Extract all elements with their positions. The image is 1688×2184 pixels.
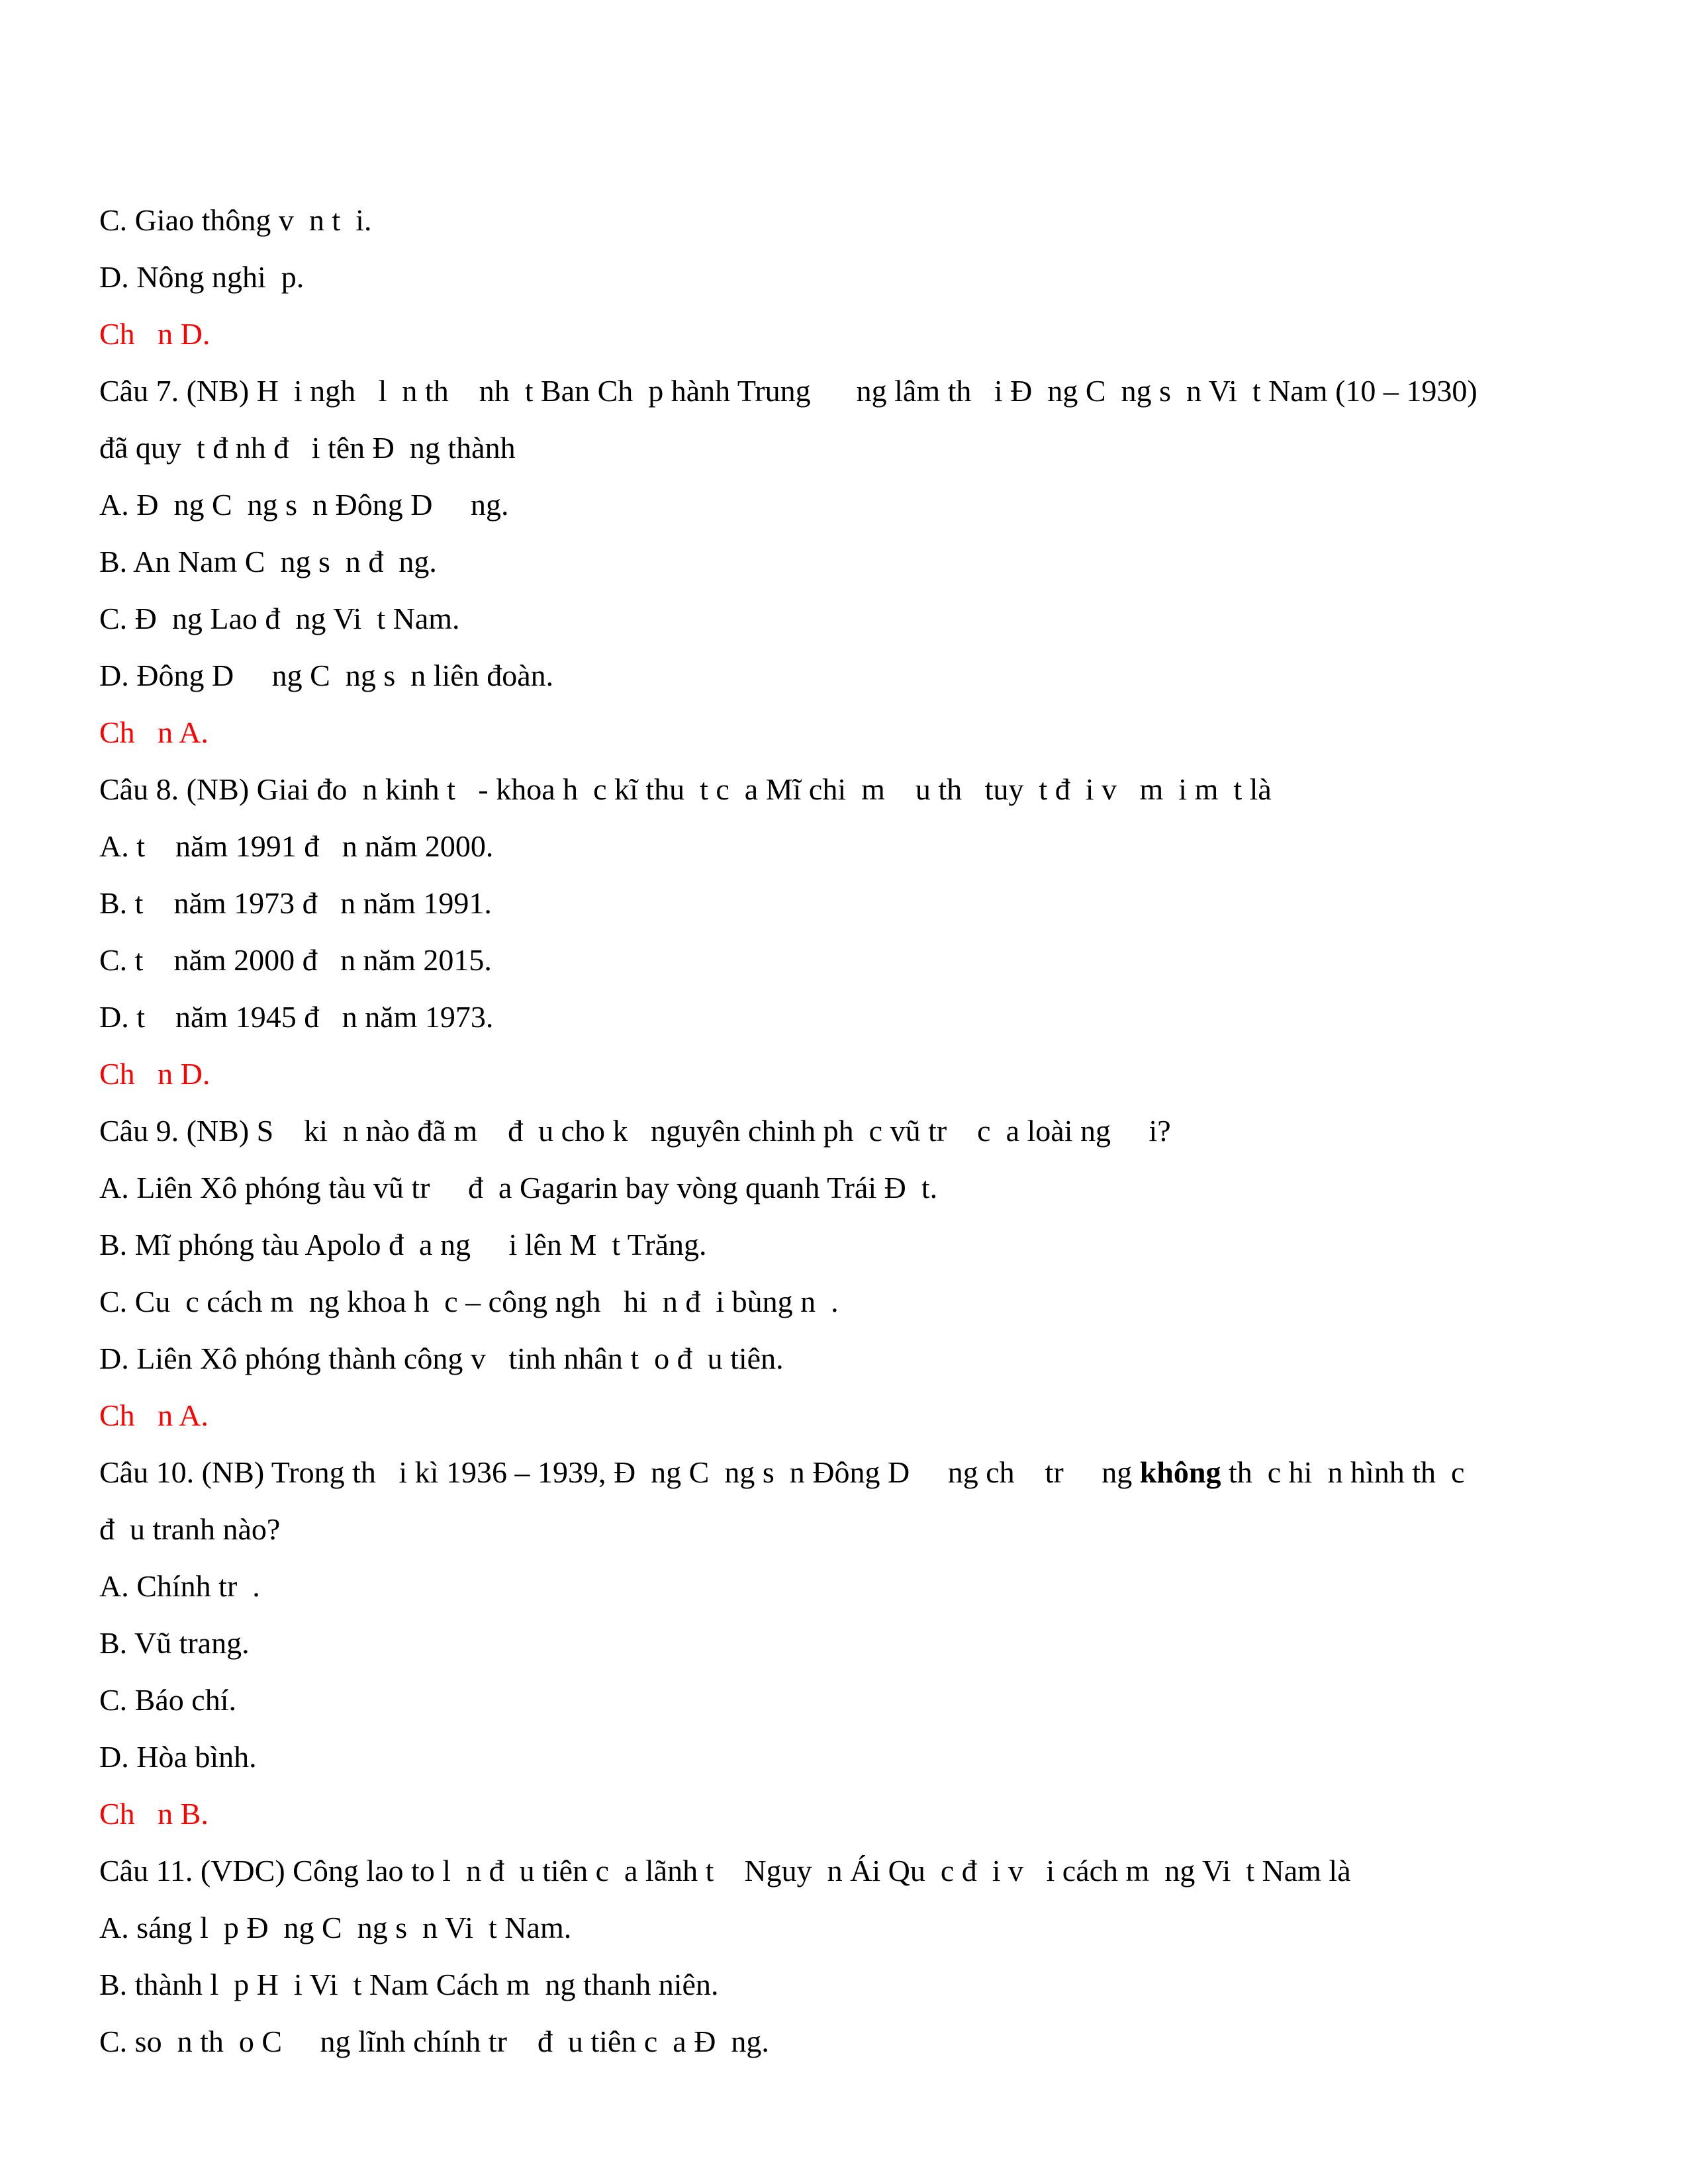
option-line: D. Liên Xô phóng thành công v tinh nhân t o đ u tiên. bbox=[99, 1342, 784, 1375]
option-line: B. thành l p H i Vi t Nam Cách m ng thanh niên. bbox=[99, 1968, 719, 2001]
option-line: D. Đông D ng C ng s n liên đoàn. bbox=[99, 659, 554, 692]
option-line: A. Liên Xô phóng tàu vũ tr đ a Gagarin bay vòng quanh Trái Đ t. bbox=[99, 1171, 938, 1205]
question-text: Câu 11. (VDC) Công lao to l n đ u tiên c a lãnh t Nguy n Ái Qu c đ i v i cách m ng Vi t Nam là bbox=[99, 1854, 1351, 1888]
answer-line: Ch n B. bbox=[99, 1797, 209, 1831]
question-text: Câu 10. (NB) Trong th i kì 1936 – 1939, Đ ng C ng s n Đông D ng ch tr ng bbox=[99, 1455, 1140, 1489]
question-line bbox=[99, 761, 1589, 818]
question-text: đã quy t đ nh đ i tên Đ ng thành bbox=[99, 431, 516, 465]
option-line: C. Giao thông v n t i. bbox=[99, 203, 372, 237]
question-text: Câu 9. (NB) S ki n nào đã m đ u cho k nguyên chinh ph c vũ tr c a loài ng i? bbox=[99, 1114, 1171, 1148]
question-line bbox=[99, 1501, 1589, 1558]
option-line: A. t năm 1991 đ n năm 2000. bbox=[99, 829, 494, 863]
quiz-content bbox=[99, 192, 1589, 2070]
option-line: D. Nông nghi p. bbox=[99, 260, 305, 294]
question-emphasis: không bbox=[1139, 1455, 1221, 1489]
option-line: C. Cu c cách m ng khoa h c – công ngh hi n đ i bùng n . bbox=[99, 1285, 839, 1318]
question-line bbox=[99, 1444, 1589, 1501]
answer-line: Ch n D. bbox=[99, 1057, 211, 1091]
question-line bbox=[99, 363, 1589, 420]
option-line: A. sáng l p Đ ng C ng s n Vi t Nam. bbox=[99, 1911, 572, 1944]
question-text-end: th c hi n hình th c bbox=[1221, 1455, 1465, 1489]
question-text: Câu 8. (NB) Giai đo n kinh t - khoa h c kĩ thu t c a Mĩ chi m u th tuy t đ i v m i m t là bbox=[99, 772, 1272, 806]
answer-line: Ch n D. bbox=[99, 317, 211, 351]
option-line: B. Mĩ phóng tàu Apolo đ a ng i lên M t Trăng. bbox=[99, 1228, 707, 1261]
option-line: D. Hòa bình. bbox=[99, 1740, 257, 1774]
question-line bbox=[99, 420, 1589, 477]
question-text: Câu 7. (NB) H i ngh l n th nh t Ban Ch p hành Trung ng lâm th i Đ ng C ng s n Vi t Nam (10 – 1930) bbox=[99, 374, 1477, 408]
question-line bbox=[99, 1843, 1589, 1899]
question-text: đ u tranh nào? bbox=[99, 1512, 281, 1546]
option-line: C. t năm 2000 đ n năm 2015. bbox=[99, 943, 492, 977]
option-line: C. so n th o C ng lĩnh chính tr đ u tiên c a Đ ng. bbox=[99, 2025, 769, 2058]
option-line: B. t năm 1973 đ n năm 1991. bbox=[99, 886, 492, 920]
option-line: B. Vũ trang. bbox=[99, 1626, 250, 1660]
option-line: C. Đ ng Lao đ ng Vi t Nam. bbox=[99, 602, 460, 635]
question-line bbox=[99, 1103, 1589, 1160]
option-line: C. Báo chí. bbox=[99, 1683, 236, 1717]
option-line: A. Đ ng C ng s n Đông D ng. bbox=[99, 488, 509, 522]
option-line: A. Chính tr . bbox=[99, 1569, 260, 1603]
option-line: D. t năm 1945 đ n năm 1973. bbox=[99, 1000, 494, 1034]
answer-line: Ch n A. bbox=[99, 715, 209, 749]
option-line: B. An Nam C ng s n đ ng. bbox=[99, 545, 437, 578]
answer-line: Ch n A. bbox=[99, 1398, 209, 1432]
